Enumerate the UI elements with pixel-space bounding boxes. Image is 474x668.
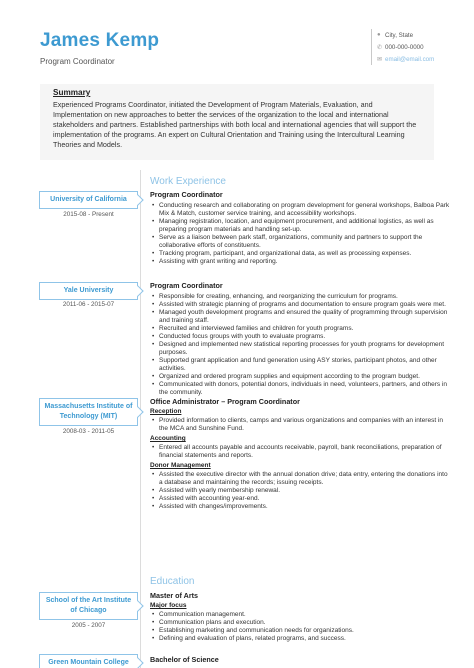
list-item: • Assisted the executive director with the annual donation drive; data entry, entering the donations into a database and maintaining the records; issuing receipts. (150, 471, 450, 487)
list-item: • Assisted with yearly membership renewal. (150, 487, 450, 495)
list-item: • Supported grant application and fund generation using ASY stories, participant photos, and other activities. (150, 357, 450, 373)
education-1-entry (150, 591, 450, 643)
job-3-subheading: Accounting (150, 435, 186, 442)
summary-heading: Summary (53, 88, 91, 97)
list-item: • Conducting research and collaborating on program development for general workshops, Balboa Park Mix & Match, customer service training, and accessibility workshops. (150, 202, 450, 218)
list-item: • Conducted focus groups with youth to evaluate programs. (150, 333, 450, 341)
list-item: • Organized and ordered program supplies and equipment according to the program budget. (150, 373, 450, 381)
location-pin-icon: ● (377, 32, 381, 38)
education-1-institution: School of the Art Institute of Chicago (39, 592, 138, 620)
envelope-icon: ✉ (377, 56, 383, 63)
education-1-degree: Master of Arts (150, 591, 199, 600)
job-1-dates: 2015-08 - Present (63, 211, 114, 218)
job-1-duties (150, 202, 450, 266)
contact-location (377, 29, 433, 41)
list-item: • Defining and evaluation of plans, related programs, and success. (150, 635, 450, 643)
job-2-dates: 2011-06 - 2015-07 (62, 301, 115, 308)
list-item: • Recruited and interviewed families and children for youth programs. (150, 325, 450, 333)
job-3-title: Office Administrator – Program Coordinator (150, 397, 300, 406)
work-experience-heading: Work Experience (150, 176, 226, 187)
job-2-duties (150, 293, 450, 397)
list-item: • Responsible for creating, enhancing, and reorganizing the curriculum for programs. (150, 293, 450, 301)
contact-block (371, 29, 433, 65)
list-item: • Communication management. (150, 611, 450, 619)
list-item: • Entered all accounts payable and accounts receivable, payroll, bank reconciliations, preparation of financial statements and reports. (150, 444, 450, 460)
job-3-reception-duties (150, 417, 450, 433)
list-item: • Establishing marketing and communication needs for organizations. (150, 627, 450, 635)
job-2-organization: Yale University (39, 282, 138, 300)
job-3-organization: Massachusetts Institute of Technology (MIT) (39, 398, 138, 426)
list-item: • Assisted with accounting year-end. (150, 495, 450, 503)
list-item: • Tracking program, participant, and organizational data, as well as processing expenses. (150, 250, 450, 258)
candidate-name: James Kemp (40, 30, 160, 51)
job-1-entry (150, 190, 450, 266)
job-3-accounting-duties (150, 444, 450, 460)
job-1-organization: University of California (39, 191, 138, 209)
location-text: City, State (385, 31, 414, 39)
job-3-subheading: Reception (150, 408, 182, 415)
education-heading: Education (150, 576, 195, 587)
job-3-donor-duties (150, 471, 450, 511)
email-link[interactable]: email@email.com (385, 55, 435, 63)
education-1-subheading: Major focus (150, 602, 187, 609)
job-2-title: Program Coordinator (150, 281, 223, 290)
job-3-entry (150, 397, 450, 511)
list-item: • Provided information to clients, camps and various organizations and companies with an interest in the MCA and Sunshine Fund. (150, 417, 450, 433)
list-item: • Serve as a liaison between park staff, organizations, community and partners to support the collaborative efforts of constituents. (150, 234, 450, 250)
contact-phone (377, 41, 433, 53)
contact-email[interactable] (377, 53, 433, 65)
education-2-entry (150, 655, 450, 667)
list-item: • Managing registration, location, and equipment procurement, and additional logistics, as well as preparing program materials and handling set-up. (150, 218, 450, 234)
job-2-entry (150, 281, 450, 397)
education-1-dates: 2005 - 2007 (71, 622, 106, 629)
list-item: • Managed youth development programs and ensured the quality of programming through supervision and training staff. (150, 309, 450, 325)
list-item: • Assisted with strategic planning of programs and documentation to ensure program goals were met. (150, 301, 450, 309)
list-item: • Communication plans and execution. (150, 619, 450, 627)
summary-text: Experienced Programs Coordinator, initiated the Development of Program Materials, Evaluation, and Implementation on new approaches to better the services of the organization to the local and international stakeholders and partners. Established partnerships with both local and international agencies that will support the implementation of the programs. An expert on Cultural Orientation and Training using the Intercultural Learning Theories and Models. (53, 100, 417, 149)
list-item: • Assisting with grant writing and reporting. (150, 258, 450, 266)
timeline-divider (140, 170, 141, 668)
list-item: • Communicated with donors, potential donors, individuals in need, volunteers, partners, and others in the community. (150, 381, 450, 397)
job-3-subheading: Donor Management (150, 462, 211, 469)
phone-text: 000-000-0000 (385, 43, 424, 51)
list-item: • Assisted with changes/improvements. (150, 503, 450, 511)
job-1-title: Program Coordinator (150, 190, 223, 199)
education-2-institution: Green Mountain College (39, 654, 138, 668)
education-2-degree: Bachelor of Science (150, 655, 219, 664)
job-3-dates: 2008-03 - 2011-05 (62, 428, 115, 435)
summary-section (40, 84, 434, 160)
education-1-focus-list (150, 611, 450, 643)
candidate-title: Program Coordinator (40, 57, 115, 66)
list-item: • Designed and implemented new statistical reporting processes for youth programs for development purposes. (150, 341, 450, 357)
phone-icon: ✆ (377, 44, 383, 51)
